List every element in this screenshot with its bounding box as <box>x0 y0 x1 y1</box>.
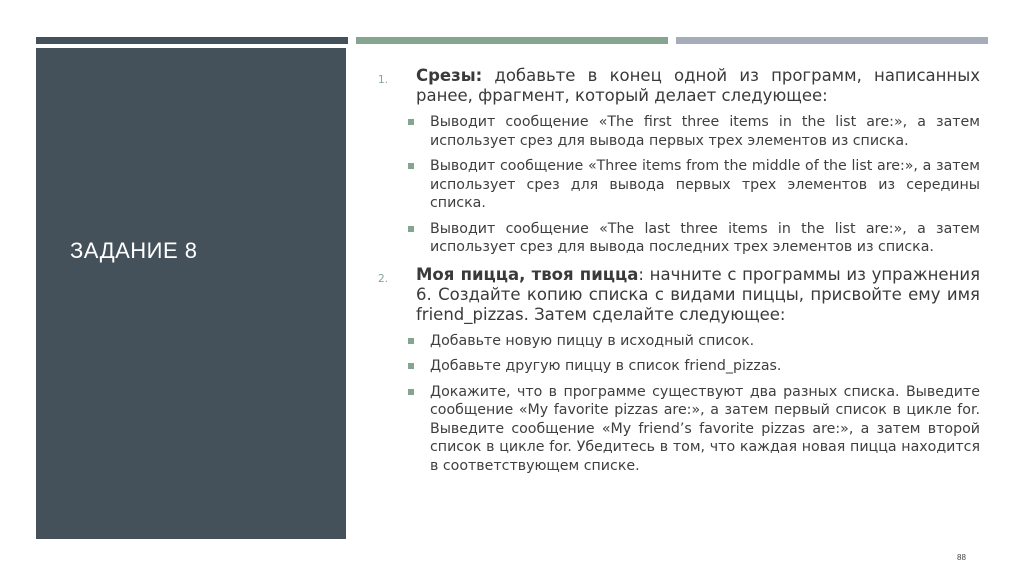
list-item <box>372 113 980 150</box>
page-number: 88 <box>957 553 966 562</box>
square-bullet-icon <box>408 119 414 125</box>
list-item <box>372 220 980 257</box>
top-bar-gray <box>676 37 988 44</box>
list-item <box>372 357 980 376</box>
list-item-text: Добавьте новую пиццу в исходный список. <box>430 332 755 349</box>
title-panel <box>36 48 346 539</box>
square-bullet-icon <box>408 163 414 169</box>
list-item-text: Добавьте другую пиццу в список friend_pizzas. <box>430 358 782 374</box>
list-item <box>372 332 980 351</box>
list-item <box>372 383 980 476</box>
task-text: : начните с программы из упражнения 6. Создайте копию списка с видами пиццы, присвойте ему имя friend_pizzas. Затем сделайте следующее: <box>416 264 981 324</box>
task-heading: Моя пицца, твоя пицца <box>416 264 639 284</box>
list-item-text: Выводит сообщение «The last three items in the list are:», а затем использует срез для вывода последних трех элементов из списка. <box>430 220 980 255</box>
task-list <box>372 66 980 475</box>
square-bullet-icon <box>408 338 414 344</box>
list-item <box>372 157 980 213</box>
list-item-text: Выводит сообщение «The first three items in the list are:», а затем использует срез для вывода первых трех элементов из списка. <box>430 114 980 149</box>
task-number: 2. <box>378 272 389 285</box>
task-item <box>372 66 980 106</box>
task-heading: Срезы: <box>416 66 483 85</box>
task-text: добавьте в конец одной из программ, написанных ранее, фрагмент, который делает следующее: <box>416 66 980 105</box>
slide-title: ЗАДАНИЕ 8 <box>70 238 198 263</box>
square-bullet-icon <box>408 389 414 395</box>
top-bar-dark <box>36 37 348 44</box>
task-item <box>372 265 980 325</box>
task-number: 1. <box>378 74 389 86</box>
square-bullet-icon <box>408 226 414 232</box>
top-bar-green <box>356 37 668 44</box>
list-item-text: Выводит сообщение «Three items from the middle of the list are:», а затем использует срез для вывода первых трех элементов из середины списка. <box>430 158 980 211</box>
square-bullet-icon <box>408 363 414 369</box>
list-item-text: Докажите, что в программе существуют два разных списка. Выведите сообщение «My favorite pizzas are:», а затем первый список в цикле for. Выведите сообщение «My friend’s favorite pizzas are:», а затем второй список в цикле for. Убедитесь в том, что каждая новая пицца находится в соответствующем списке. <box>430 383 980 474</box>
